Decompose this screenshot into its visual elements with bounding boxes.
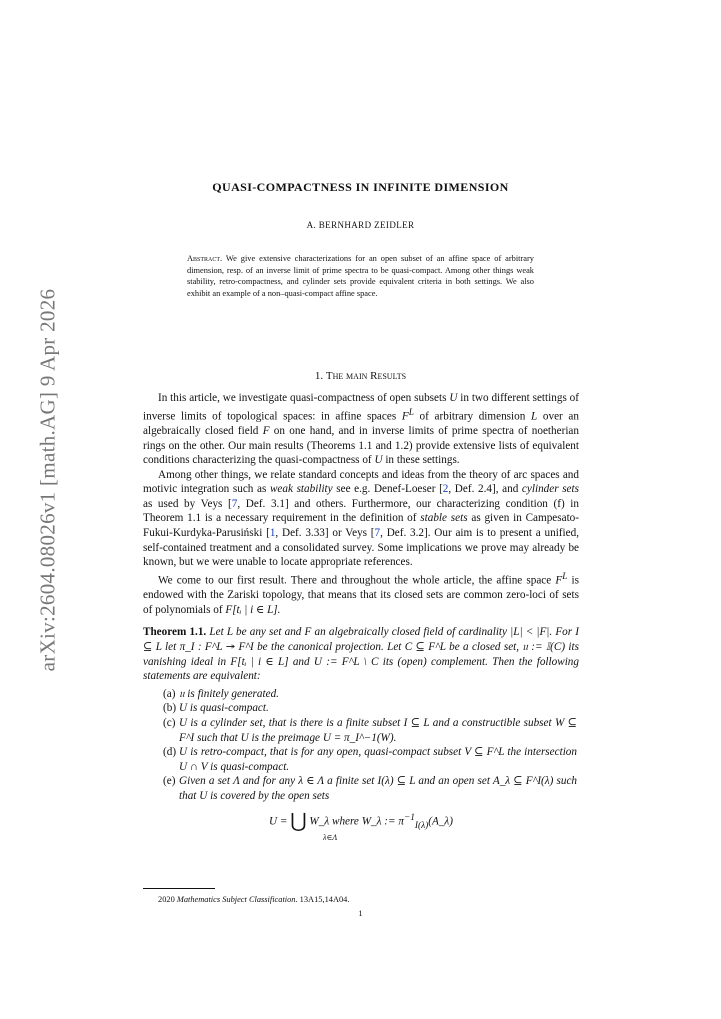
body-text: [143, 391, 579, 841]
footnote: 2020 Mathematics Subject Classification. 13A15,14A04.: [158, 895, 350, 904]
paragraph-1: In this article, we investigate quasi-compactness of open subsets U in two different settings of inverse limits of topological spaces: in affine spaces $F^L$ of arbitrary dimension L over an algebraically closed field F on one hand, and in inverse limits of prime spectra of noetherian rings on the other. Our main results (Theorems 1.1 and 1.2) provide extensive lists of equivalent conditions characterizing the quasi-compactness of U in these settings.: [143, 392, 579, 467]
footnote-rule: [143, 888, 215, 889]
section-heading: [0, 370, 721, 382]
paragraph-2: Among other things, we relate standard concepts and ideas from the theory of arc spaces and motivic integration such as weak stability see e.g. Denef-Loeser [2, Def. 2.4], and cylinder sets as used by Veys [7, Def. 3.1] and others. Furthermore, our characterizing condition (f) in Theorem 1.1 is a necessary requirement in the definition of stable sets as given in Campesato-Fukui-Kurdyka-Parusiński [1, Def. 3.33] or Veys [7, Def. 3.2]. Our aim is to present a unified, self-contained treatment and a consolidated survey. Some implications we prove may already be known, but we were unable to locate appropriate references.: [143, 468, 580, 569]
arxiv-identifier: arXiv:2604.08026v1 [math.AG] 9 Apr 2026: [35, 288, 60, 672]
union-subscript: λ∈Λ: [323, 832, 338, 842]
theorem-1-1: [143, 625, 579, 840]
citation-link[interactable]: 1: [269, 527, 276, 540]
theorem-label: Theorem 1.1.: [143, 626, 207, 639]
union-symbol: ⋃: [290, 810, 307, 833]
citation-link[interactable]: 7: [231, 497, 238, 510]
paper-title: QUASI-COMPACTNESS IN INFINITE DIMENSION: [212, 180, 509, 194]
abstract-text: We give extensive characterizations for an open subset of an affine space of arbitrary dimension, resp. of an inverse limit of prime spectra to be quasi-compact. Among other things weak stability, retro-compactness, and cylinder sets provide equivalent criteria in both settings. We also exhibit an example of a non–quasi-compact affine space.: [187, 254, 534, 299]
theorem-item: (a) 𝔲 is finitely generated.: [163, 687, 279, 700]
paragraph-3: We come to our first result. There and throughout the whole article, the affine space $F^L$ is endowed with the Zariski topology, that means that its closed sets are common zero-loci of sets of polynomials of F[tᵢ | i ∈ L].: [143, 571, 579, 616]
theorem-item: (d) U is retro-compact, that is for any open, quasi-compact subset V ⊆ F^L the intersection U ∩ V is quasi-compact.: [163, 746, 577, 773]
section-title: The main Results: [325, 370, 407, 382]
page-number: 1: [358, 909, 363, 918]
theorem-items: [143, 687, 579, 804]
abstract-label: Abstract.: [187, 254, 223, 263]
theorem-item: (e) Given a set Λ and for any λ ∈ Λ a finite set I(λ) ⊆ L and an open set A_λ ⊆ F^I(λ) such that U is covered by the open sets: [163, 775, 577, 802]
citation-link[interactable]: 2: [442, 483, 449, 496]
theorem-item: (b) U is quasi-compact.: [163, 702, 269, 715]
citation-link[interactable]: 7: [374, 527, 381, 540]
theorem-statement: Let L be any set and F an algebraically closed field of cardinality |L| < |F|. For I ⊆ L let π_I : F^L ↠ F^I be the canonical projection. Let C ⊆ F^L be a closed set, 𝔲 := 𝕀(C) its vanishing ideal in F[tᵢ | i ∈ L] and U := F^L \ C its (open) complement. Then the following statements are equivalent:: [143, 626, 579, 683]
abstract: [187, 253, 534, 300]
author-name: A. BERNHARD ZEIDLER: [306, 220, 415, 230]
theorem-item: (c) U is a cylinder set, that is there is a finite subset I ⊆ L and a constructible subset W ⊆ F^I such that U is the preimage U = π_I^−1(W).: [163, 716, 577, 744]
display-equation: U = ⋃ W_λ where W_λ := $\pi^{-1}_{I(\lambda)}(A\_\lambda)$ λ∈Λ: [143, 811, 579, 841]
section-number: 1.: [314, 370, 324, 382]
